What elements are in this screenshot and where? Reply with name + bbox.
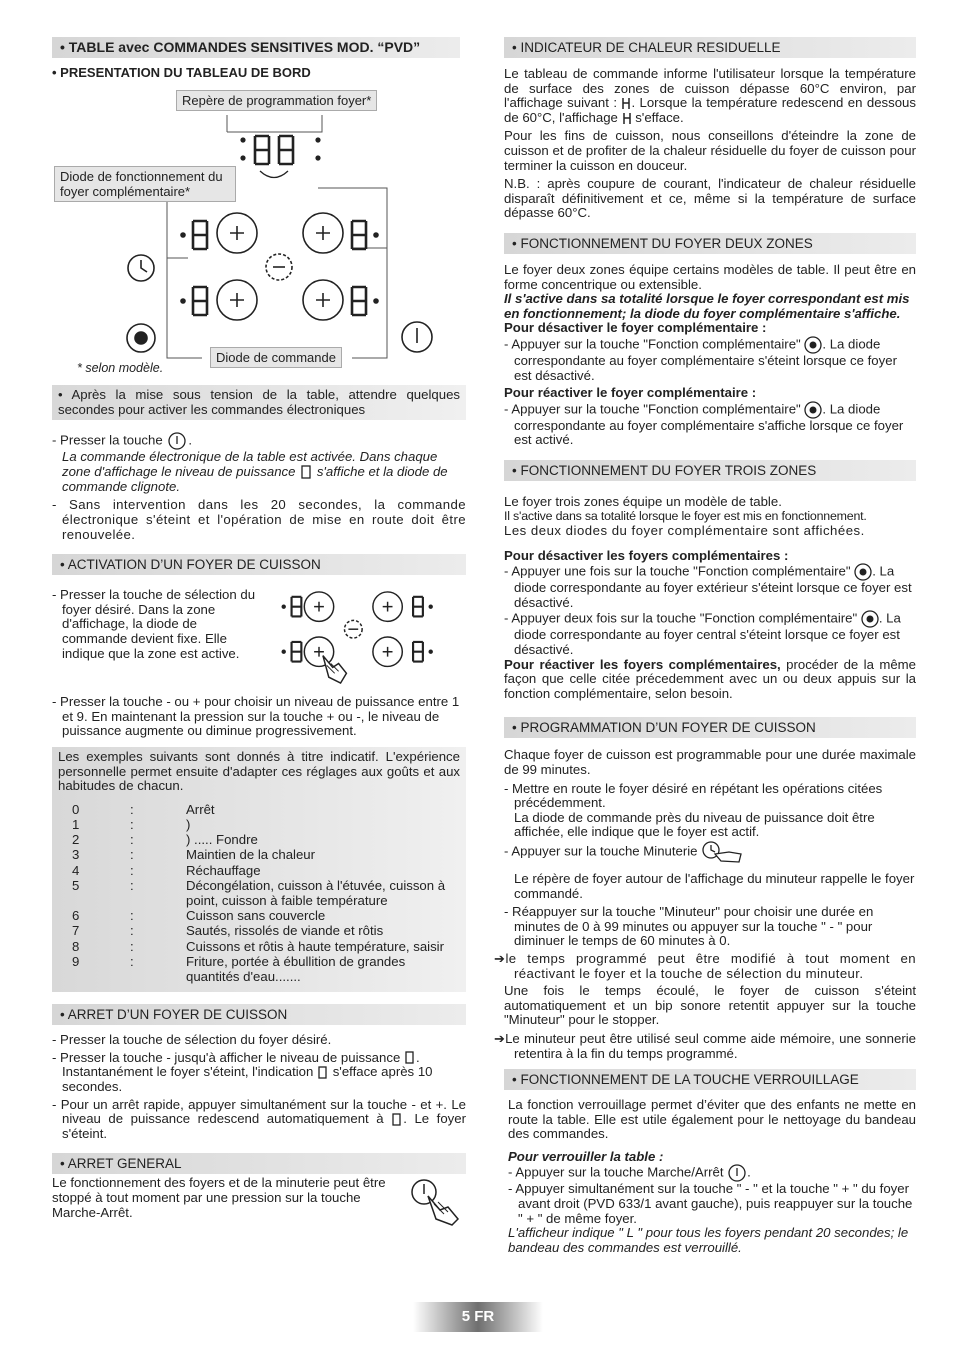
level-number: 9 (72, 953, 80, 969)
arret-2: - Presser la touche - jusqu'à afficher le niveau de puissance . Instantanément le foyer s'éteint, l'indication s'efface après 10 secondes. (52, 1049, 433, 1094)
level-description: Sautés, rissolés de viande et rôtis (186, 923, 384, 939)
prog-1: Chaque foyer de cuisson est programmable pour une durée maximale de 99 minutes. (504, 747, 916, 777)
left-column (52, 37, 466, 85)
prog-5-text: le temps programmé peut être modifié à tout moment en réactivant le foyer et la touche de sélection du minuteur. (505, 950, 916, 981)
level-separator: : (130, 816, 134, 832)
trois-2: Il s'active dans sa totalité lorsque le foyer est mis en fonctionnement. (504, 509, 867, 524)
label-repere-programmation: Repère de programmation foyer* (176, 90, 377, 111)
prog-3b: Le répère de foyer autour de l'affichage du minuteur rappelle le foyer commandé. (514, 870, 915, 901)
activation-diagram (270, 586, 466, 691)
minuterie-hand-icon (701, 840, 745, 864)
zero-digit-icon (404, 1051, 416, 1065)
label-diode-commande: Diode de commande (210, 347, 342, 368)
trois-5a: - Appuyer deux fois sur la touche "Fonction complémentaire" (504, 610, 858, 626)
complementary-function-icon (804, 401, 822, 419)
complementary-function-icon (804, 336, 822, 354)
level-separator: : (130, 938, 134, 954)
deux-3a: - Appuyer sur la touche "Fonction complémentaire" (504, 336, 801, 352)
deux-4a: - Appuyer sur la touche "Fonction complémentaire" (504, 401, 801, 417)
intro-box: • Après la mise sous tension de la table, attendre quelques secondes pour activer les commandes électroniques (52, 385, 466, 420)
zero-digit-icon (317, 1066, 329, 1080)
header-deux-zones: • FONCTIONNEMENT DU FOYER DEUX ZONES (504, 233, 916, 254)
presser-line: - Presser la touche . (52, 432, 466, 450)
zero-digit-icon (299, 465, 313, 480)
ind-1b: . Lorsque la température redescend en dessous de 60°C, l'affichage (504, 95, 916, 125)
trois-h1: Pour désactiver les foyers complémentaires : (504, 547, 789, 563)
deux-2: Il s'active dans sa totalité lorsque le foyer correspondant est mis en fonctionnement; la diode du foyer complémentaire s'affiche. (504, 291, 910, 321)
level-separator: : (130, 953, 134, 969)
deux-3 (504, 336, 916, 383)
presser-text: - Presser la touche (52, 432, 163, 448)
arrow-icon: ➔ (494, 1030, 506, 1046)
label-selon-modele: * selon modèle. (77, 361, 164, 375)
level-separator: : (130, 908, 134, 924)
on-off-icon (727, 1164, 747, 1182)
examples-box (52, 747, 466, 992)
level-separator: : (130, 877, 134, 893)
presser-note (52, 450, 466, 494)
on-off-icon (166, 432, 188, 450)
prog-6: Une fois le temps écoulé, le foyer de cuisson s'éteint automatiquement et un bip sonore retentit appuyer sur la touche "Minuteur" pour le stopper. (504, 983, 916, 1028)
section-title: • TABLE avec COMMANDES SENSITIVES MOD. “PVD” (52, 37, 460, 58)
arret-1: - Presser la touche de sélection du foyer désiré. (52, 1032, 332, 1048)
level-separator: : (130, 923, 134, 939)
trois-6-text: procéder de la même façon que celle citée précedemment avec un ou deux appuis sur la fonction complémentaire, selon besoin. (504, 656, 916, 701)
level-number: 1 (72, 816, 80, 832)
ind-1a: Le tableau de commande informe l'utilisateur lorsque la température de surface des zones de cuisson dépasse 60°C environ, par l'affichage suivant : (504, 66, 916, 111)
arret-2a: - Presser la touche - jusqu'à afficher le niveau de puissance (52, 1049, 401, 1065)
h-symbol-icon (622, 112, 632, 125)
arret-general-text: Le fonctionnement des foyers et de la minuterie peut être stoppé à tout moment par une pression sur la touche Marche-Arrêt. (52, 1175, 386, 1220)
level-separator: : (130, 847, 134, 863)
ind-1 (504, 67, 916, 125)
prog-5 (494, 950, 916, 981)
prog-2b: La diode de commande près du niveau de puissance doit être affichée, elle indique que le foyer est actif. (514, 809, 875, 840)
right-column (494, 37, 916, 1259)
h-symbol-icon (621, 97, 631, 110)
level-separator: : (130, 801, 134, 817)
trois-h2: Pour réactiver les foyers complémentaires, (504, 656, 781, 672)
deux-h1: Pour désactiver le foyer complémentaire : (504, 320, 767, 336)
header-programmation: • PROGRAMMATION D’UN FOYER DE CUISSON (504, 717, 916, 738)
presser-note-b: s'affiche et la diode de commande clignote. (62, 463, 448, 494)
level-description: ) ..... Fondre (186, 832, 258, 848)
level-number: 6 (72, 908, 80, 924)
zero-digit-icon (391, 1113, 403, 1127)
trois-4b: . La diode correspondante au foyer extérieur s'éteint lorsque ce foyer est désactivé. (514, 563, 912, 610)
level-number: 2 (72, 832, 80, 848)
deux-4b: . La diode correspondante au foyer complémentaire s'affiche lorsque ce foyer est activé. (514, 401, 904, 448)
arret-2c: s'efface après 10 secondes. (62, 1064, 433, 1094)
trois-4 (504, 563, 916, 610)
activation-row (52, 580, 466, 691)
level-number: 5 (72, 877, 80, 893)
verrou-2-text: - Appuyer sur la touche Marche/Arrêt (508, 1164, 724, 1180)
deux-h2: Pour réactiver le foyer complémentaire : (504, 385, 757, 401)
arrow-icon: ➔ (494, 950, 506, 966)
level-number: 7 (72, 923, 80, 939)
prog-3-text: - Appuyer sur la touche Minuterie (504, 843, 698, 859)
complementary-function-icon (854, 563, 872, 581)
prog-3 (504, 840, 916, 864)
arret-3: - Pour un arrêt rapide, appuyer simultanément sur la touche - et +. Le niveau de puissance redescend automatiquement à . Le foyer s'éteint. (52, 1096, 466, 1141)
control-panel-diagram (52, 88, 466, 378)
hand-on-off-icon (410, 1176, 466, 1226)
verrou-4: L'afficheur indique " L " pour tous les foyers pendant 20 secondes; le bandeau des commandes est verrouillé. (508, 1225, 909, 1255)
deux-3b: . La diode correspondante au foyer complémentaire s'éteint lorsque ce foyer est désactivé. (514, 336, 897, 383)
label-diode-fonctionnement: Diode de fonctionnement du foyer complémentaire* (54, 166, 236, 202)
arret-3a: - Pour un arrêt rapide, appuyer simultanément sur la touche - et +. Le niveau de puissance redescend automatiquement à (52, 1096, 466, 1127)
level-number: 8 (72, 938, 80, 954)
level-number: 3 (72, 847, 80, 863)
ind-1c: s'efface. (635, 109, 684, 125)
sans-intervention: - Sans intervention dans les 20 secondes, la commande électronique s'éteint et l'opération de mise en route doit être renouvelée. (52, 497, 466, 542)
verrou-block (504, 1098, 916, 1255)
trois-3: Les deux diodes du foyer complémentaire sont affichées. (504, 523, 865, 539)
arret-3b: Le foyer s'éteint. (62, 1111, 466, 1141)
prog-2: - Mettre en route le foyer désiré en répétant les opérations citées précédemment. (504, 780, 883, 811)
level-description: Arrêt (186, 801, 215, 817)
level-description: ) (186, 816, 191, 832)
header-arret-general: • ARRET GENERAL (52, 1153, 466, 1174)
ind-3: N.B. : après coupure de courant, l'indicateur de chaleur résiduelle disparaît définitivement et ce, même si la température de surface dépasse 60°C. (504, 176, 916, 221)
trois-5b: . La diode correspondante au foyer central s'éteint lorsque ce foyer est désactivé. (514, 610, 901, 658)
prog-7-text: Le minuteur peut être utilisé seul comme aide mémoire, une sonnerie retentira à la fin du temps programmé. (505, 1030, 916, 1061)
trois-6 (504, 658, 916, 702)
trois-1: Le foyer trois zones équipe un modèle de table. (504, 493, 782, 509)
ind-2: Pour les fins de cuisson, nous conseillons d'éteindre la zone de cuisson et de profiter de la chaleur résiduelle du foyer de cuisson pour terminer la cuisson en douceur. (504, 128, 916, 173)
level-number: 0 (72, 801, 80, 817)
subtitle: • PRESENTATION DU TABLEAU DE BORD (52, 65, 311, 80)
level-separator: : (130, 862, 134, 878)
header-trois-zones: • FONCTIONNEMENT DU FOYER TROIS ZONES (504, 460, 916, 481)
level-description: Décongélation, cuisson à l'étuvée, cuisson à point, cuisson à faible température (186, 877, 446, 908)
activation-text2: - Presser la touche - ou + pour choisir un niveau de puissance entre 1 et 9. En maintenant la pression sur la touche + ou -, le niveau de puissance augmente ou diminue progressivement. (52, 694, 460, 739)
level-description: Maintien de la chaleur (186, 847, 316, 863)
page-number: 5 FR (413, 1302, 543, 1332)
arret-2b: Instantanément le foyer s'éteint, l'indication (62, 1064, 314, 1080)
activation-text: - Presser la touche de sélection du foyer désiré. Dans la zone d'affichage, la diode de commande devient fixe. Elle indique que la zone est active. (52, 587, 256, 661)
prog-7 (494, 1030, 916, 1061)
examples-intro: Les exemples suivants sont donnés à titre indicatif. L'expérience personnelle permet ensuite d'adapter ces réglages aux goûts et aux habitudes de chacun. (58, 748, 460, 794)
trois-4a: - Appuyer une fois sur la touche "Fonction complémentaire" (504, 563, 851, 579)
presser-note-a: La commande électronique de la table est activée. Dans chaque zone d'affichage le niveau de puissance (62, 449, 438, 479)
verrou-h: Pour verrouiller la table : (508, 1148, 664, 1164)
header-arret-foyer: • ARRET D’UN FOYER DE CUISSON (52, 1004, 466, 1025)
prog-4: - Réappuyer sur la touche "Minuteur" pour choisir une durée en minutes de 0 à 99 minutes ou appuyer sur la touche " - " pour diminuer le temps de 60 minutes à 0. (504, 904, 874, 949)
verrou-3: - Appuyer simultanément sur la touche " - " et la touche " + " du foyer avant droit (PVD 633/1 avant gauche), puis reappuyer sur la touche " + " de même foyer. (508, 1181, 913, 1226)
deux-4 (504, 401, 916, 448)
header-activation: • ACTIVATION D’UN FOYER DE CUISSON (52, 554, 466, 575)
verrou-2: - Appuyer sur la touche Marche/Arrêt . (508, 1164, 916, 1182)
complementary-function-icon (861, 610, 879, 628)
level-description: Réchauffage (186, 862, 261, 878)
level-description: Cuisson sans couvercle (186, 908, 326, 924)
left-body (52, 385, 466, 1226)
levels-list (58, 802, 460, 984)
level-number: 4 (72, 862, 80, 878)
verrou-1: La fonction verrouillage permet d’éviter que des enfants ne mette en route la table. Elle est utile également pour le nettoyage du bandeau des commandes. (508, 1097, 916, 1142)
trois-5 (504, 610, 916, 657)
header-indicateur: • INDICATEUR DE CHALEUR RESIDUELLE (504, 37, 916, 58)
arret-general-row (52, 1176, 466, 1226)
level-separator: : (130, 832, 134, 848)
deux-1: Le foyer deux zones équipe certains modèles de table. Il peut être en forme concentrique ou extensible. (504, 261, 916, 292)
level-description: Cuissons et rôtis à haute température, saisir (186, 938, 445, 954)
level-description: Friture, portée à ébullition de grandes quantités d'eau....... (186, 953, 406, 984)
header-verrouillage: • FONCTIONNEMENT DE LA TOUCHE VERROUILLAGE (504, 1069, 916, 1090)
